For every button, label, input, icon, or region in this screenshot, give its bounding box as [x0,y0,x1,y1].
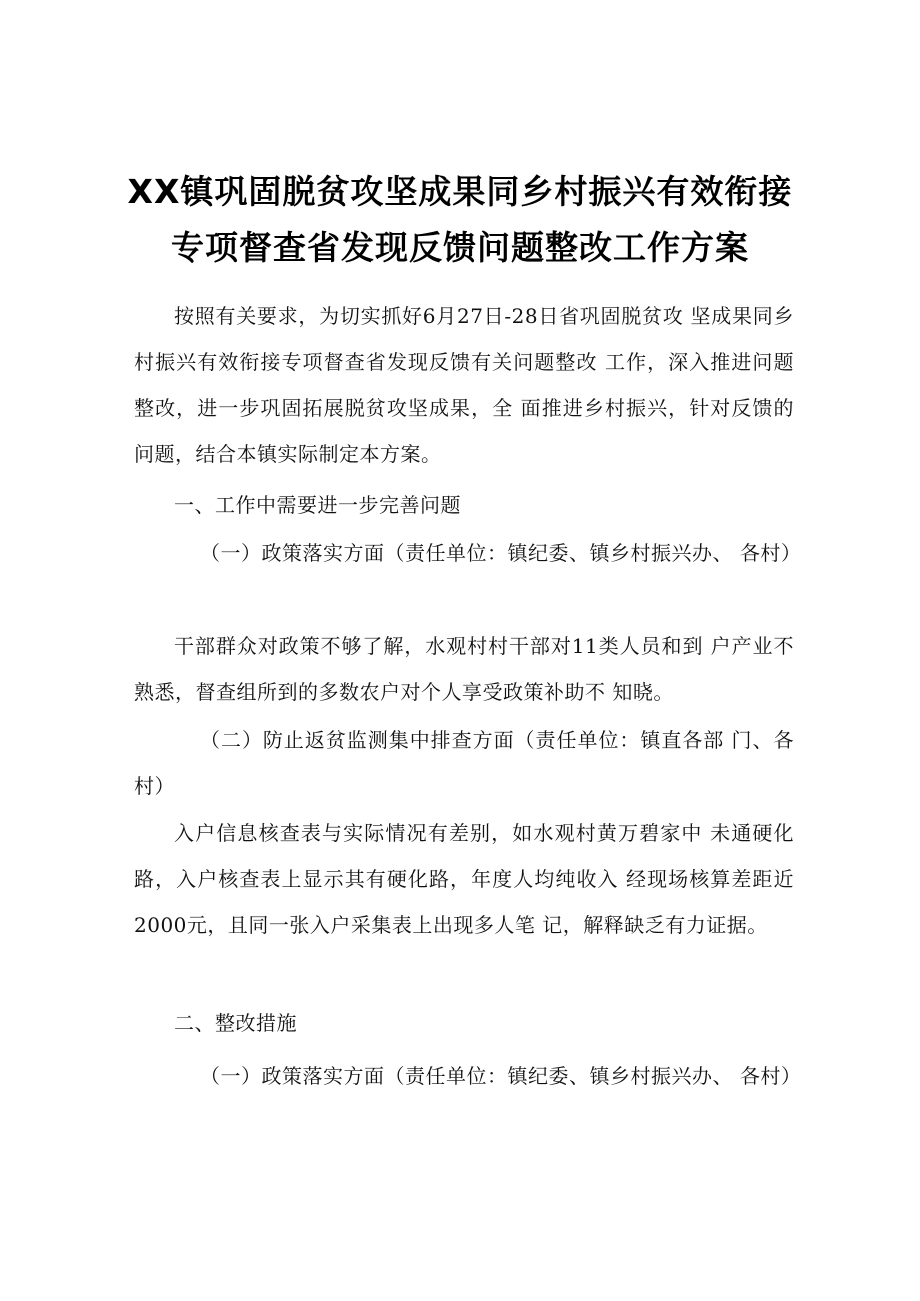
section1-sub1-heading: （一）政策落实方面（责任单位：镇纪委、镇乡村振兴办、 各村） [200,541,802,565]
document-title-line2: 专项督查省发现反馈问题整改工作方案 [171,228,749,267]
section1-sub2-body: 入户信息核查表与实际情况有差别，如水观村黄万碧家中 未通硬化路，入户核查表上显示其有硬化路，年度人均纯收入 经现场核算差距近2000元，且同一张入户采集表上出现多人笔 记，解释缺乏有力证据。 [134,821,794,937]
document-title-line1: XX镇巩固脱贫攻坚成果同乡村振兴有效衔接 [127,172,793,211]
section2-sub1-heading: （一）政策落实方面（责任单位：镇纪委、镇乡村振兴办、 各村） [200,1064,802,1088]
intro-paragraph: 按照有关要求，为切实抓好6月27日-28日省巩固脱贫攻 坚成果同乡村振兴有效衔接专项督查省发现反馈有关问题整改 工作，深入推进问题整改，进一步巩固拓展脱贫攻坚成果，全 面推进乡村振兴，针对反馈的问题，结合本镇实际制定本方案。 [134,304,794,466]
section2-heading: 二、整改措施 [174,1011,297,1035]
section1-heading: 一、工作中需要进一步完善问题 [174,493,461,517]
section1-sub2-heading: （二）防止返贫监测集中排查方面（责任单位：镇直各部 门、各村） [134,728,794,798]
section1-sub1-body: 干部群众对政策不够了解，水观村村干部对11类人员和到 户产业不熟悉，督查组所到的多数农户对个人享受政策补助不 知晓。 [134,634,794,704]
